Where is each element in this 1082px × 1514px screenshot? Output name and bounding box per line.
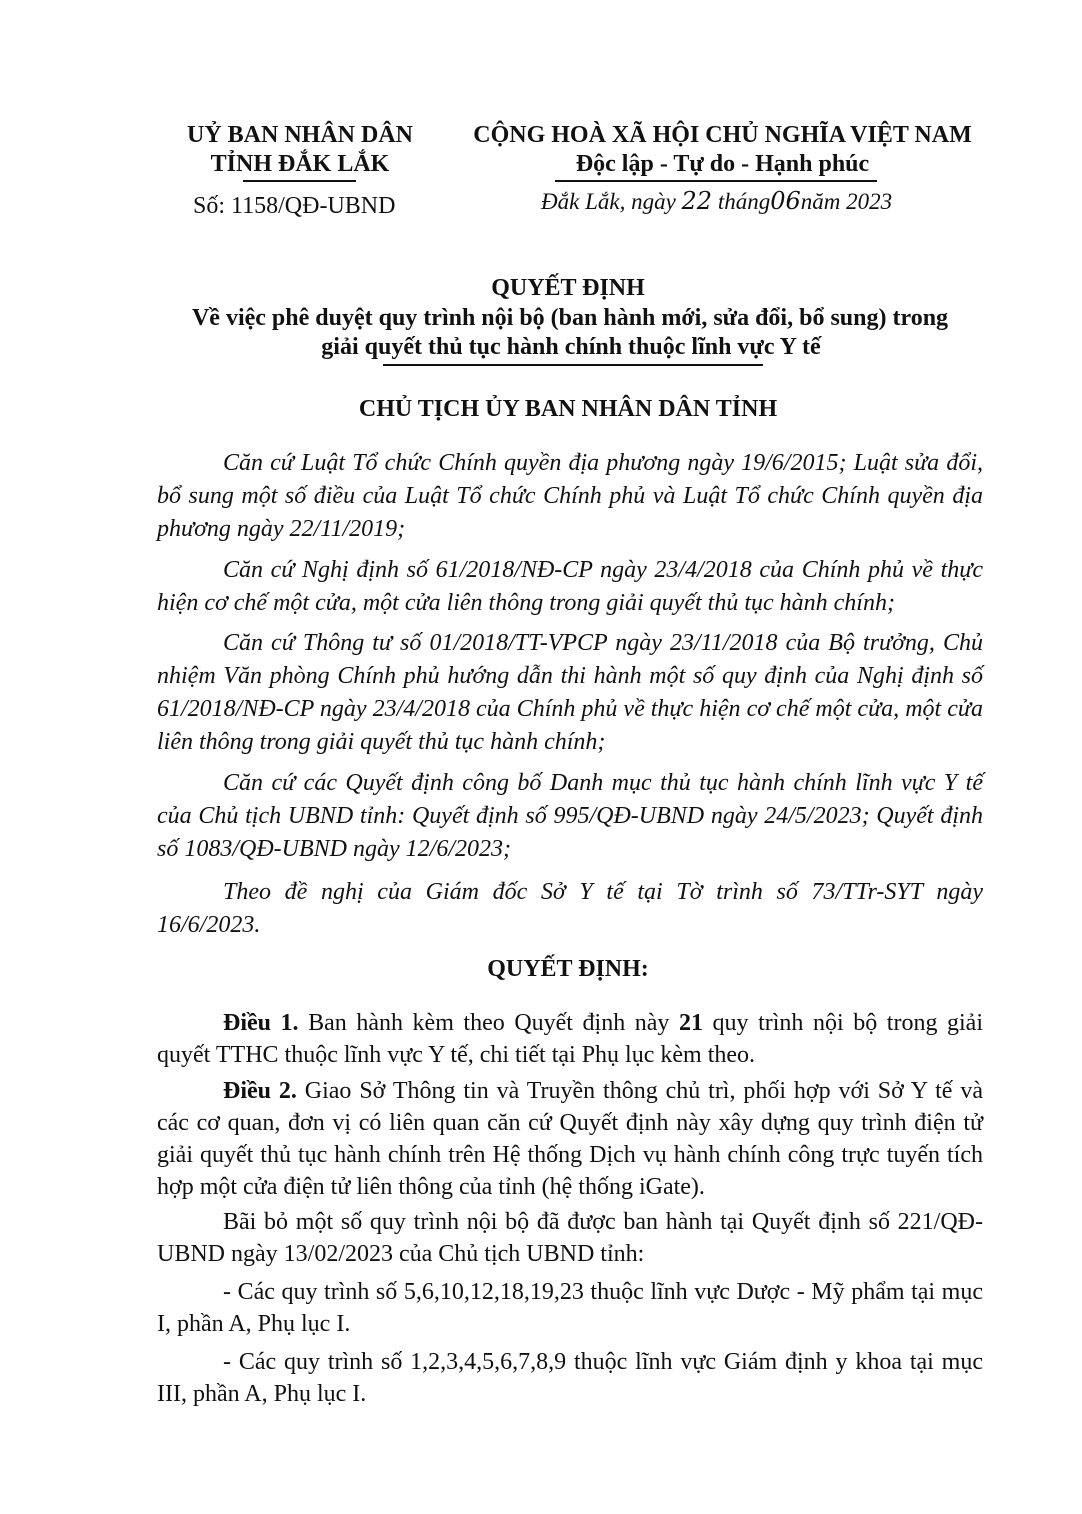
issue-date [541,187,892,215]
number-value: 1158 [231,193,279,219]
national-title: CỘNG HOÀ XÃ HỘI CHỦ NGHĨA VIỆT NAM [473,122,972,148]
number-suffix: /QĐ-UBND [278,193,396,219]
article-1-count: 21 [678,1010,703,1036]
article-1-text-b: quy trình nội bộ trong giải quyết TTHC thuộc lĩnh vực Y tế, chi tiết tại Phụ lục kèm theo. [157,1010,983,1068]
motto-underline [555,180,877,182]
legal-basis-1: Căn cứ Luật Tổ chức Chính quyền địa phương ngày 19/6/2015; Luật sửa đổi, bổ sung một số điều của Luật Tổ chức Chính phủ và Luật Tổ chức Chính quyền địa phương ngày 22/11/2019; [157,450,983,542]
org-name-line-2: TỈNH ĐẮK LẮK [210,151,390,177]
legal-basis-4: Căn cứ các Quyết định công bố Danh mục thủ tục hành chính lĩnh vực Y tế của Chủ tịch UBND tỉnh: Quyết định số 995/QĐ-UBND ngày 24/5/2023; Quyết định số 1083/QĐ-UBND ngày 12/6/2023; [157,770,983,862]
repeal-item-2: - Các quy trình số 1,2,3,4,5,6,7,8,9 thuộc lĩnh vực Giám định y khoa tại mục III, phần A, Phụ lục I. [157,1349,983,1407]
decision-heading: QUYẾT ĐỊNH: [487,956,649,982]
article-1 [157,1007,983,1071]
date-place: Đắk Lắk, ngày [541,189,676,214]
article-2-label: Điều 2. [223,1078,297,1104]
document-subject-line-2: giải quyết thủ tục hành chính thuộc lĩnh vực Y tế [321,334,821,360]
issuing-authority: CHỦ TỊCH ỦY BAN NHÂN DÂN TỈNH [358,396,778,422]
org-name-line-1: UỶ BAN NHÂN DÂN [187,122,413,148]
repeal-intro: Bãi bỏ một số quy trình nội bộ đã được ban hành tại Quyết định số 221/QĐ-UBND ngày 13/02/2023 của Chủ tịch UBND tỉnh: [157,1209,983,1267]
article-2 [157,1075,983,1203]
document-number [193,193,395,220]
article-2-text: Giao Sở Thông tin và Truyền thông chủ trì, phối hợp với Sở Y tế và các cơ quan, đơn vị có liên quan căn cứ Quyết định này xây dựng quy trình điện tử giải quyết thủ tục hành chính trên Hệ thống Dịch vụ hành chính công trực tuyến tích hợp một cửa điện tử liên thông của tỉnh (hệ thống iGate). [157,1078,983,1200]
org-underline [243,180,356,182]
date-month: 06 [770,187,801,215]
date-month-word: tháng [717,189,771,214]
legal-basis-2: Căn cứ Nghị định số 61/2018/NĐ-CP ngày 23/4/2018 của Chính phủ về thực hiện cơ chế một cửa, một cửa liên thông trong giải quyết thủ tục hành chính; [157,557,983,616]
number-prefix: Số: [193,193,226,219]
document-title: QUYẾT ĐỊNH [491,275,645,301]
date-year: năm 2023 [800,189,893,214]
national-motto: Độc lập - Tự do - Hạnh phúc [575,151,870,177]
title-underline [383,364,763,366]
date-day: 22 [681,187,713,215]
article-1-label: Điều 1. [223,1010,299,1036]
document-subject-line-1: Về việc phê duyệt quy trình nội bộ (ban hành mới, sửa đổi, bổ sung) trong [191,305,949,331]
legal-basis-3: Căn cứ Thông tư số 01/2018/TT-VPCP ngày 23/11/2018 của Bộ trưởng, Chủ nhiệm Văn phòng Chính phủ hướng dẫn thi hành một số quy định của Nghị định số 61/2018/NĐ-CP ngày 23/4/2018 của Chính phủ về thực hiện cơ chế một cửa, một cửa liên thông trong giải quyết thủ tục hành chính; [157,630,983,755]
repeal-item-1: - Các quy trình số 5,6,10,12,18,19,23 thuộc lĩnh vực Dược - Mỹ phẩm tại mục I, phần A, Phụ lục I. [157,1279,983,1337]
article-1-text-a: Ban hành kèm theo Quyết định này [298,1010,679,1036]
proposal-basis: Theo đề nghị của Giám đốc Sở Y tế tại Tờ trình số 73/TTr-SYT ngày 16/6/2023. [157,879,983,938]
